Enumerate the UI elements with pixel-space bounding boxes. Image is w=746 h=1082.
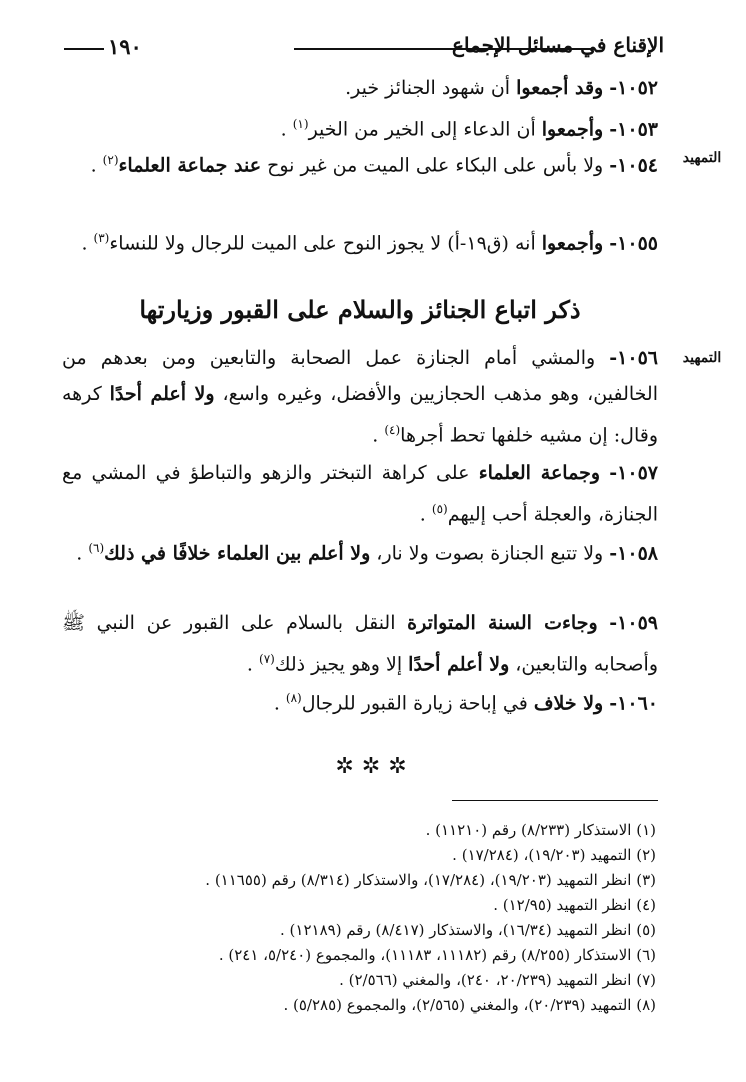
paragraph-text: أنه (ق١٩-أ) لا يجوز النوح على الميت للرجال ولا للنساء <box>109 232 542 255</box>
footnote-4: (٤) انظر التمهيد (١٢/٩٥) . <box>493 896 656 914</box>
footnote-ref[interactable]: (٧) <box>259 652 275 666</box>
paragraph-tail: إلا وهو يجيز ذلك <box>274 653 409 676</box>
footnote-ref[interactable]: (٥) <box>431 502 448 516</box>
page-number: ١٩٠ <box>108 34 142 59</box>
paragraph-number: ١٠٥٧- <box>609 462 658 484</box>
paragraph-bold: ولا أعلم أحدًا <box>109 383 215 405</box>
paragraph-1053: ١٠٥٣- وأجمعوا أن الدعاء إلى الخير من الخير$^{(١)}$ . <box>280 117 658 141</box>
paragraph-text: ولا تتبع الجنازة بصوت ولا نار، <box>370 542 610 565</box>
paragraph-text: أن الدعاء إلى الخير من الخير <box>308 118 542 141</box>
paragraph-text: النقل بالسلام على القبور عن النبي ﷺ وأصحابه والتابعين، <box>62 612 658 676</box>
footnote-ref[interactable]: (٣) <box>93 231 110 245</box>
footnote-6: (٦) الاستذكار (٨/٢٥٥) رقم (١١١٨٢، ١١١٨٣)، والمجموع (٥/٢٤٠، ٢٤١) . <box>218 946 656 964</box>
paragraph-1054: ١٠٥٤- ولا بأس على البكاء على الميت من غير نوح عند جماعة العلماء$^{(٢)}$ . <box>90 153 658 177</box>
paragraph-1058: ١٠٥٨- ولا تتبع الجنازة بصوت ولا نار، ولا أعلم بين العلماء خلافًا في ذلك$^{(٦)}$ . <box>76 541 658 565</box>
paragraph-1052 <box>62 70 658 106</box>
footnote-3: (٣) انظر التمهيد (١٩/٢٠٣)، (١٧/٢٨٤)، والاستذكار (٨/٣١٤) رقم (١١٦٥٥) . <box>205 871 656 889</box>
paragraph-number: ١٠٥٦- <box>609 347 658 369</box>
paragraph-text: ولا بأس على البكاء على الميت من غير نوح <box>261 154 610 177</box>
footnote-1: (١) الاستذكار (٨/٢٣٣) رقم (١١٢١٠) . <box>425 821 656 839</box>
paragraph-lead: وجماعة العلماء <box>478 462 600 484</box>
paragraph-number: ١٠٥٣- <box>609 118 658 141</box>
section-divider-stars: ✲✲✲ <box>335 754 415 779</box>
paragraph-lead: ولا خلاف <box>533 692 604 715</box>
footnote-5: (٥) انظر التمهيد (١٦/٣٤)، والاستذكار (٨/٤١٧) رقم (١٢١٨٩) . <box>280 921 656 939</box>
paragraph-number: ١٠٥٨- <box>609 542 658 565</box>
paragraph-1057: ١٠٥٧- وجماعة العلماء على كراهة التبختر والزهو والتباطؤ في المشي مع الجنازة، والعجلة أحب إليهم$^{(٥)}$ . <box>62 462 658 526</box>
paragraph-number: ١٠٥٩- <box>609 612 658 634</box>
footnote-ref[interactable]: (٤) <box>384 423 401 437</box>
paragraph-1060: ١٠٦٠- ولا خلاف في إباحة زيارة القبور للرجال$^{(٨)}$ . <box>273 691 658 715</box>
paragraph-bold: ولا أعلم أحدًا <box>408 653 510 676</box>
paragraph-number: ١٠٥٥- <box>609 232 658 255</box>
paragraph-lead: وأجمعوا <box>541 232 604 255</box>
paragraph-text: على كراهة التبختر والزهو والتباطؤ في المشي مع الجنازة، والعجلة أحب إليهم <box>62 462 658 526</box>
footnote-ref[interactable]: (٢) <box>102 153 119 167</box>
paragraph-text: والمشي أمام الجنازة عمل الصحابة والتابعين ومن بعدهم من الخالفين، وهو مذهب الحجازيين والأفضل، وغيره واسع، <box>62 347 658 405</box>
book-title: الإقناع في مسائل الإجماع <box>452 33 664 57</box>
margin-note-tamhid: التمهيد <box>682 150 722 166</box>
section-title: ذكر اتباع الجنائز والسلام على القبور وزيارتها <box>139 295 581 324</box>
footnote-7: (٧) انظر التمهيد (٢٠/٢٣٩، ٢٤٠)، والمغني (٢/٥٦٦) . <box>339 971 656 989</box>
paragraph-text: أن شهود الجنائز خير. <box>345 77 517 99</box>
paragraph-lead: وقد أجمعوا <box>516 77 604 99</box>
paragraph-lead: وجاءت السنة المتواترة <box>407 612 598 634</box>
paragraph-bold-tail: عند جماعة العلماء <box>118 154 262 177</box>
paragraph-number: ١٠٥٢- <box>609 77 658 99</box>
margin-note-tamhid: التمهيد <box>682 350 722 366</box>
footnote-8: (٨) التمهيد (٢٠/٢٣٩)، والمغني (٢/٥٦٥)، والمجموع (٥/٢٨٥) . <box>283 996 656 1014</box>
footnote-rule <box>452 800 658 801</box>
paragraph-tail: كرهه وقال: إن مشيه خلفها تحط أجرها <box>62 383 658 447</box>
footnote-ref[interactable]: (٨) <box>285 691 302 705</box>
paragraph-1055: ١٠٥٥- وأجمعوا أنه (ق١٩-أ) لا يجوز النوح على الميت للرجال ولا للنساء$^{(٣)}$ . <box>81 231 658 255</box>
paragraph-bold: ولا أعلم بين العلماء خلافًا في ذلك <box>104 542 371 565</box>
paragraph-number: ١٠٥٤- <box>609 154 658 177</box>
paragraph-1056: ١٠٥٦- والمشي أمام الجنازة عمل الصحابة والتابعين ومن بعدهم من الخالفين، وهو مذهب الحجازيين والأفضل، وغيره واسع، ولا أعلم أحدًا كرهه وقال: إن مشيه خلفها تحط أجرها$^{(٤)}$ . <box>62 347 658 447</box>
footnote-ref[interactable]: (١) <box>292 117 309 131</box>
footnote-ref[interactable]: (٦) <box>88 541 105 555</box>
paragraph-lead: وأجمعوا <box>541 118 604 141</box>
running-header <box>64 32 664 62</box>
paragraph-number: ١٠٦٠- <box>609 692 658 715</box>
footnote-2: (٢) التمهيد (١٩/٢٠٣)، (١٧/٢٨٤) . <box>452 846 656 864</box>
paragraph-1059: ١٠٥٩- وجاءت السنة المتواترة النقل بالسلام على القبور عن النبي ﷺ وأصحابه والتابعين، ولا أعلم أحدًا إلا وهو يجيز ذلك$^{(٧)}$ . <box>62 612 658 676</box>
paragraph-text: في إباحة زيارة القبور للرجال <box>301 692 534 715</box>
